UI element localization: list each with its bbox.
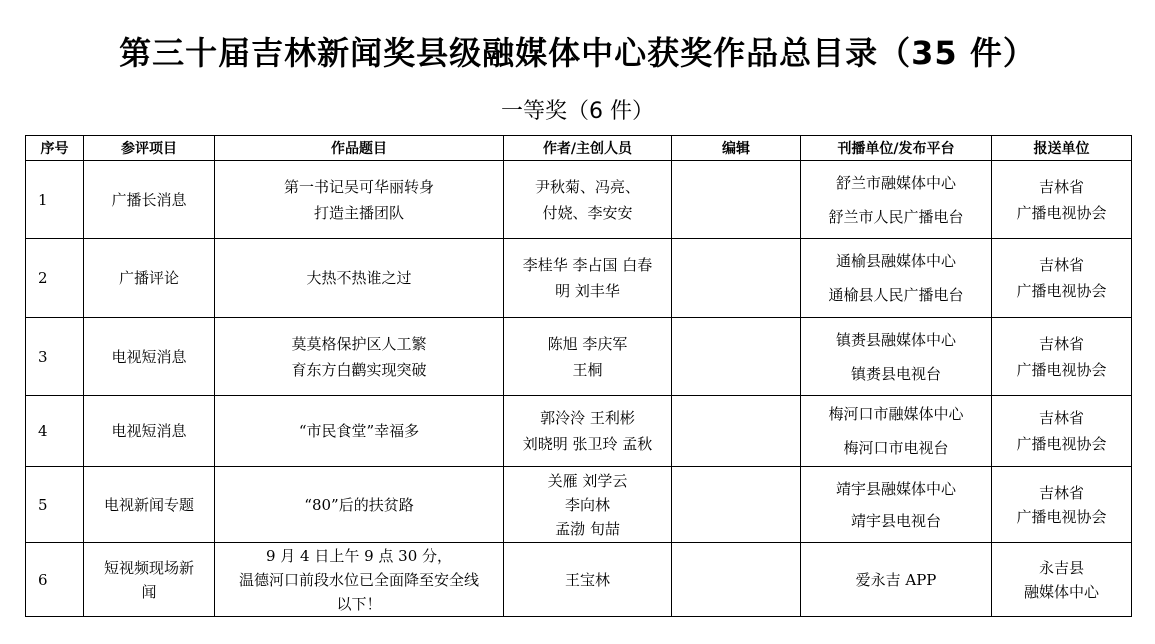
table-row [26,396,1132,467]
cell-editor [672,467,801,543]
cell-authors: 尹秋菊、冯亮、 付娆、李安安 [504,161,672,239]
cell-category: 短视频现场新 闻 [84,543,215,617]
cell-work: 大热不热谁之过 [215,239,504,318]
cell-authors: 李桂华 李占国 白春 明 刘丰华 [504,239,672,318]
cell-platform: 爱永吉 APP [801,543,992,617]
cell-editor [672,161,801,239]
cell-authors: 郭泠泠 王利彬 刘晓明 张卫玲 孟秋 [504,396,672,467]
header-category: 参评项目 [84,136,215,161]
cell-submitter: 永吉县 融媒体中心 [992,543,1132,617]
cell-category: 广播评论 [84,239,215,318]
table-row [26,161,1132,239]
cell-platform: 靖宇县融媒体中心 靖宇县电视台 [801,467,992,543]
header-work: 作品题目 [215,136,504,161]
cell-no: 3 [26,318,84,396]
cell-category: 电视短消息 [84,396,215,467]
table-row [26,318,1132,396]
document-title: 第三十届吉林新闻奖县级融媒体中心获奖作品总目录（35 件） [119,34,1036,72]
cell-no: 5 [26,467,84,543]
award-level-heading: 一等奖（6 件） [501,99,654,124]
cell-no: 4 [26,396,84,467]
cell-authors: 陈旭 李庆军 王桐 [504,318,672,396]
header-no: 序号 [26,136,84,161]
table-header-row [26,136,1132,161]
cell-work: “80”后的扶贫路 [215,467,504,543]
cell-submitter: 吉林省 广播电视协会 [992,318,1132,396]
cell-editor [672,543,801,617]
cell-platform: 舒兰市融媒体中心 舒兰市人民广播电台 [801,161,992,239]
award-catalog-table [25,135,1132,617]
cell-category: 广播长消息 [84,161,215,239]
cell-work: 莫莫格保护区人工繁 育东方白鹳实现突破 [215,318,504,396]
cell-no: 2 [26,239,84,318]
table-row [26,467,1132,543]
cell-submitter: 吉林省 广播电视协会 [992,161,1132,239]
cell-work: 9 月 4 日上午 9 点 30 分， 温德河口前段水位已全面降至安全线 以下！ [215,543,504,617]
cell-category: 电视新闻专题 [84,467,215,543]
cell-authors: 关雁 刘学云 李向林 孟渤 旬喆 [504,467,672,543]
cell-no: 6 [26,543,84,617]
header-editor: 编辑 [672,136,801,161]
cell-authors: 王宝林 [504,543,672,617]
header-authors: 作者/主创人员 [504,136,672,161]
cell-submitter: 吉林省 广播电视协会 [992,396,1132,467]
cell-work: 第一书记吴可华丽转身 打造主播团队 [215,161,504,239]
cell-editor [672,239,801,318]
cell-editor [672,396,801,467]
table-row [26,239,1132,318]
table-row [26,543,1132,617]
cell-submitter: 吉林省 广播电视协会 [992,239,1132,318]
header-submitter: 报送单位 [992,136,1132,161]
cell-category: 电视短消息 [84,318,215,396]
cell-work: “市民食堂”幸福多 [215,396,504,467]
cell-no: 1 [26,161,84,239]
cell-editor [672,318,801,396]
cell-platform: 镇赉县融媒体中心 镇赉县电视台 [801,318,992,396]
cell-platform: 梅河口市融媒体中心 梅河口市电视台 [801,396,992,467]
header-platform: 刊播单位/发布平台 [801,136,992,161]
cell-submitter: 吉林省 广播电视协会 [992,467,1132,543]
cell-platform: 通榆县融媒体中心 通榆县人民广播电台 [801,239,992,318]
